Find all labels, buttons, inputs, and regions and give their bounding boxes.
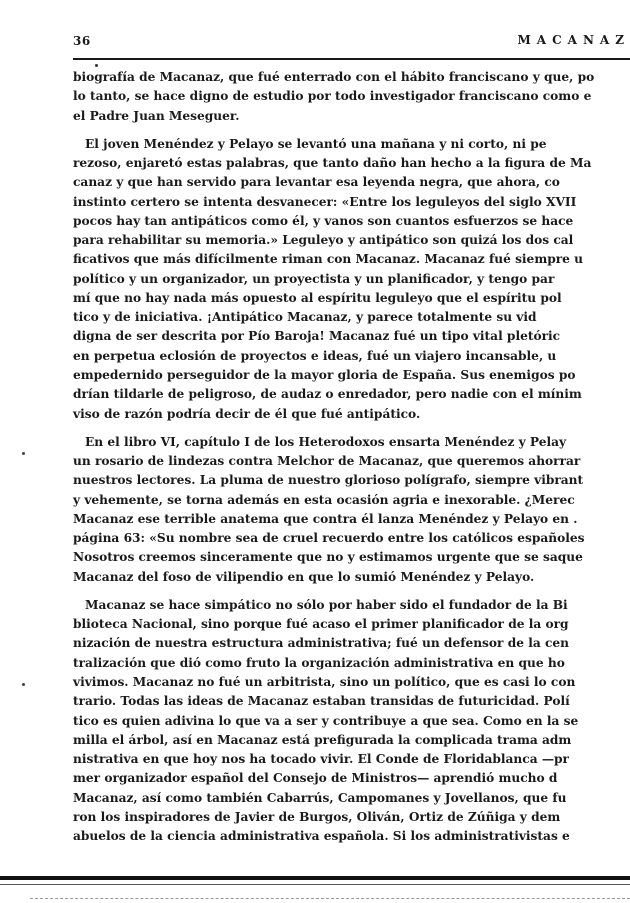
text-line: mer organizador español del Consejo de Ministros— aprendió mucho d [73,771,558,786]
text-line: canaz y que han servido para levantar esa leyenda negra, que ahora, co [73,175,560,190]
text-line: un rosario de lindezas contra Melchor de Macanaz, que queremos ahorrar [73,454,581,469]
footer-dashed-line [30,898,630,900]
text-line: drían tildarle de peligroso, de audaz o enredador, pero nadie con el mínim [73,387,582,402]
text-line: blioteca Nacional, sino porque fué acaso el primer planificador de la org [73,617,569,632]
running-head: MACANAZ [517,33,630,47]
header-rule [73,58,630,60]
text-line: ficativos que más difícilmente riman con Macanaz. Macanaz fué siempre u [73,252,584,267]
page-number: 36 [73,34,91,48]
text-line: Macanaz del foso de vilipendio en que lo sumió Menéndez y Pelayo. [73,569,535,584]
text-line: vivimos. Macanaz no fué un arbitrista, sino un político, que es casi lo con [73,674,576,689]
text-line: el Padre Juan Meseguer. [73,108,240,123]
paragraph [73,433,630,587]
text-line: para rehabilitar su memoria.» Leguleyo y antipático son quizá los dos cal [73,233,574,248]
text-line: tico y de iniciativa. ¡Antipático Macanaz, y parece totalmente su vid [73,310,537,325]
text-line: Macanaz se hace simpático no sólo por haber sido el fundador de la Bi [85,597,568,612]
text-line: nistrativa en que hoy nos ha tocado vivir. El Conde de Floridablanca —pr [73,752,569,767]
text-line: político y un organizador, un proyectista y un planificador, y tengo par [73,271,555,286]
footer-rule [0,876,630,880]
text-line: ron los inspiradores de Javier de Burgos, Oliván, Ortiz de Zúñiga y dem [73,809,561,824]
margin-speck [22,452,25,455]
text-line: biografía de Macanaz, que fué enterrado con el hábito franciscano y que, po [73,70,595,84]
text-line: empedernido perseguidor de la mayor gloria de España. Sus enemigos po [73,367,576,382]
text-line: en perpetua eclosión de proyectos e ideas, fué un viajero incansable, u [73,348,557,363]
text-line: Macanaz ese terrible anatema que contra él lanza Menéndez y Pelayo en . [73,511,578,526]
paragraph [73,68,630,126]
ink-speck [95,64,98,67]
text-line: rezoso, enjaretó estas palabras, que tanto daño han hecho a la figura de Ma [73,156,592,171]
text-line: nización de nuestra estructura administrativa; fué un defensor de la cen [73,636,570,651]
text-line: y vehemente, se torna además en esta ocasión agria e inexorable. ¿Merec [73,492,575,507]
text-line: lo tanto, se hace digno de estudio por todo investigador franciscano como e [73,89,592,104]
text-line: digna de ser descrita por Pío Baroja! Macanaz fué un tipo vital pletóric [73,329,561,344]
text-line: En el libro VI, capítulo I de los Heterodoxos ensarta Menéndez y Pelay [85,434,567,449]
page-header [73,30,630,50]
text-line: tico es quien adivina lo que va a ser y contribuye a que sea. Como en la se [73,713,579,728]
body-text [73,68,630,846]
paragraph [73,135,630,424]
text-line: viso de razón podría decir de él que fué antipático. [73,406,421,421]
text-line: El joven Menéndez y Pelayo se levantó una mañana y ni corto, ni pe [85,136,547,151]
text-line: nuestros lectores. La pluma de nuestro glorioso polígrafo, siempre vibrant [73,473,584,488]
margin-speck [22,683,25,686]
text-line: Macanaz, así como también Cabarrús, Campomanes y Jovellanos, que fu [73,790,567,805]
text-line: tralización que dió como fruto la organización administrativa en que ho [73,655,565,670]
text-line: trario. Todas las ideas de Macanaz estaban transidas de futuricidad. Polí [73,694,570,709]
text-line: milla el árbol, así en Macanaz está prefigurada la complicada trama adm [73,732,572,747]
text-line: mí que no hay nada más opuesto al espíritu leguleyo que el espíritu pol [73,290,562,305]
footer-rule-thin [0,884,630,885]
text-line: Nosotros creemos sinceramente que no y estimamos urgente que se saque [73,550,583,565]
text-line: pocos hay tan antipáticos como él, y vanos son cuantos esfuerzos se hace [73,213,574,228]
text-line: instinto certero se intenta desvanecer: «Entre los leguleyos del siglo XVII [73,194,577,209]
paragraph [73,596,630,846]
text-line: página 63: «Su nombre sea de cruel recuerdo entre los católicos españoles [73,531,585,546]
text-line: abuelos de la ciencia administrativa española. Si los administrativistas e [73,829,570,844]
